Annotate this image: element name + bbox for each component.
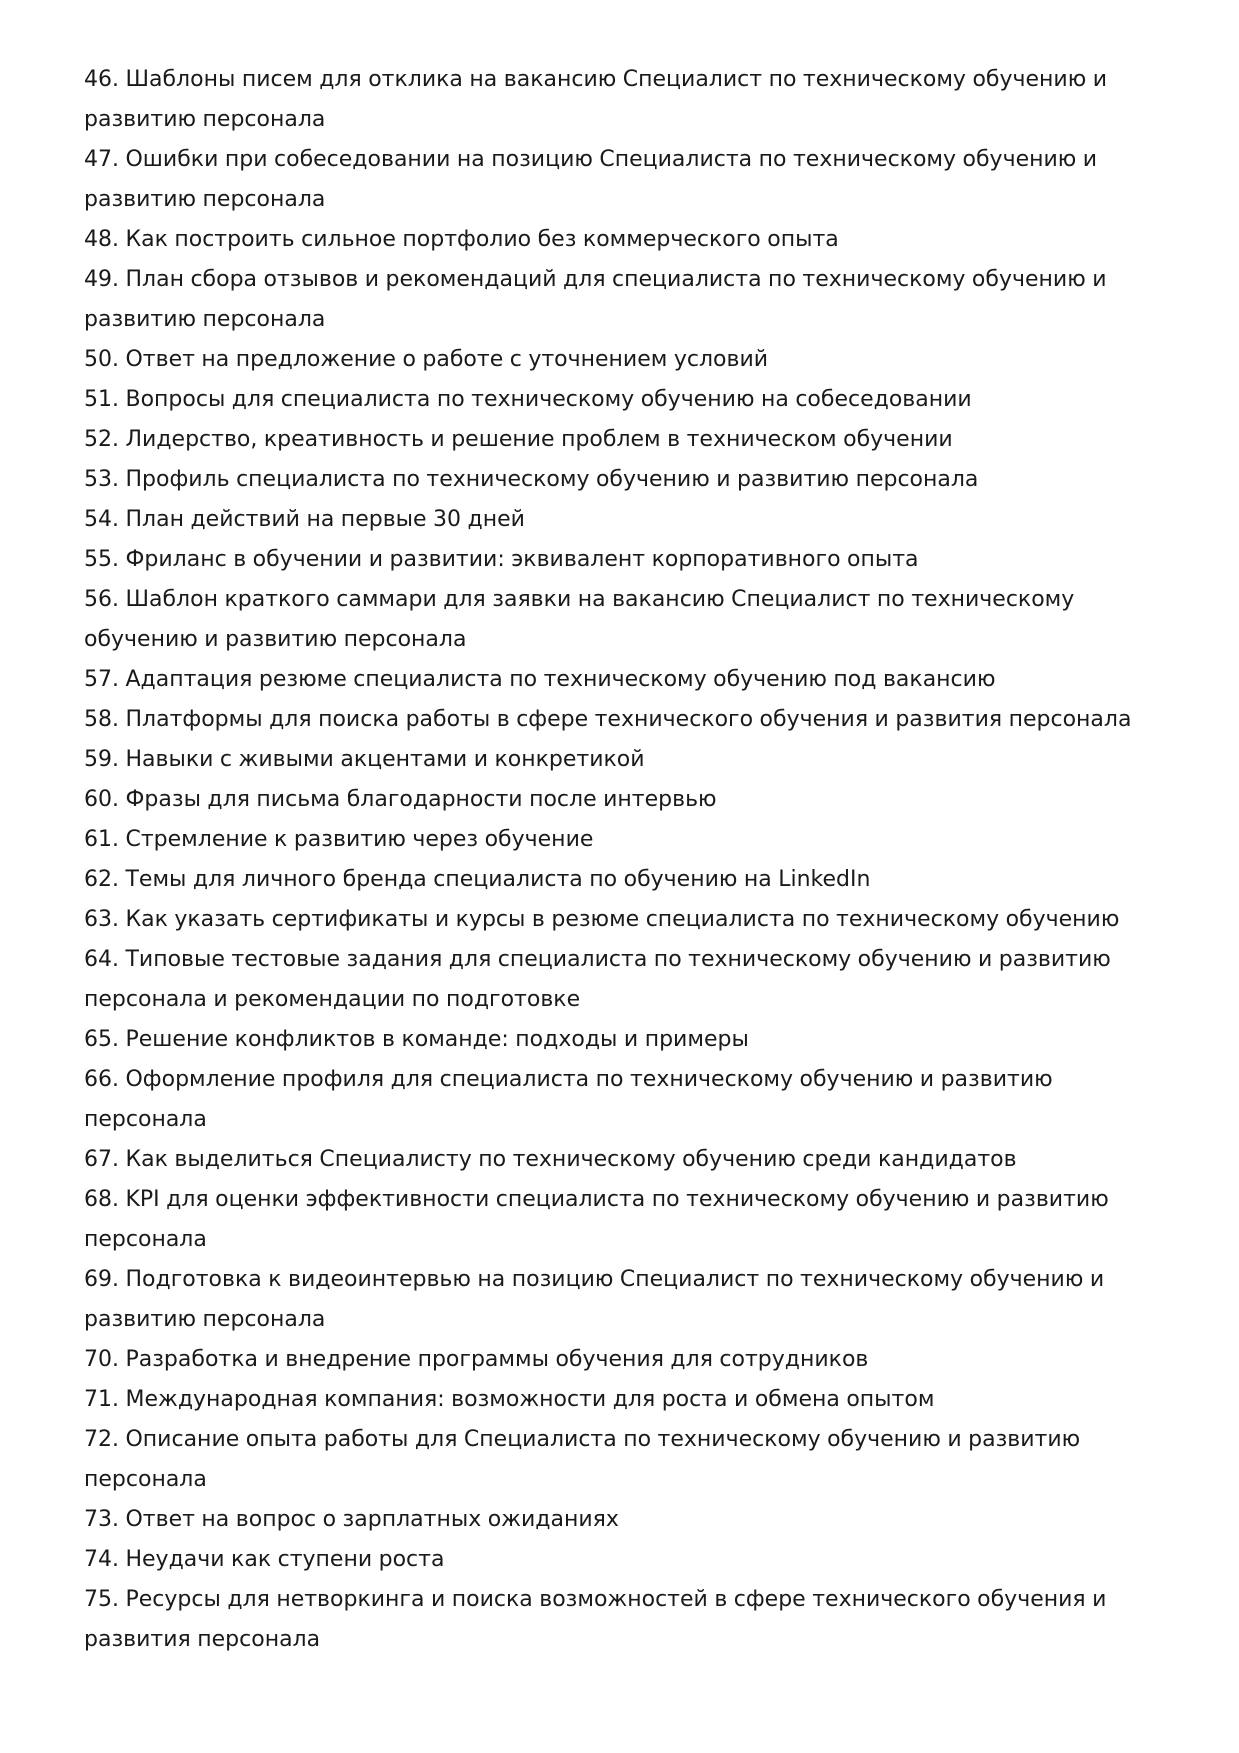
list-item: 74. Неудачи как ступени роста [84,1547,445,1572]
list-item: 71. Международная компания: возможности для роста и обмена опытом [84,1387,935,1412]
list-item: 67. Как выделиться Специалисту по техническому обучению среди кандидатов [84,1147,1017,1172]
list-item: 73. Ответ на вопрос о зарплатных ожиданиях [84,1507,619,1532]
list-item: 69. Подготовка к видеоинтервью на позицию Специалист по техническому обучению и развитию персонала [84,1267,1105,1332]
list-item: 46. Шаблоны писем для отклика на вакансию Специалист по техническому обучению и развитию персонала [84,67,1108,132]
list-item: 53. Профиль специалиста по техническому обучению и развитию персонала [84,467,979,492]
list-item: 56. Шаблон краткого саммари для заявки на вакансию Специалист по техническому обучению и развитию персонала [84,587,1075,652]
list-item: 52. Лидерство, креативность и решение проблем в техническом обучении [84,427,953,452]
list-item: 48. Как построить сильное портфолио без коммерческого опыта [84,227,839,252]
document-page [84,60,1174,1660]
list-item: 68. KPI для оценки эффективности специалиста по техническому обучению и развитию персонала [84,1187,1109,1252]
list-item: 51. Вопросы для специалиста по техническому обучению на собеседовании [84,387,972,412]
list-item: 57. Адаптация резюме специалиста по техническому обучению под вакансию [84,667,996,692]
list-item: 50. Ответ на предложение о работе с уточнением условий [84,347,769,372]
list-item: 66. Оформление профиля для специалиста по техническому обучению и развитию персонала [84,1067,1053,1132]
list-item: 55. Фриланс в обучении и развитии: эквивалент корпоративного опыта [84,547,919,572]
list-item: 61. Стремление к развитию через обучение [84,827,594,852]
list-item: 62. Темы для личного бренда специалиста по обучению на LinkedIn [84,867,871,892]
list-item: 60. Фразы для письма благодарности после интервью [84,787,717,812]
list-item: 49. План сбора отзывов и рекомендаций для специалиста по техническому обучению и развитию персонала [84,267,1107,332]
list-item: 64. Типовые тестовые задания для специалиста по техническому обучению и развитию персонала и рекомендации по подготовке [84,947,1111,1012]
list-item: 75. Ресурсы для нетворкинга и поиска возможностей в сфере технического обучения и развития персонала [84,1587,1107,1652]
list-item: 59. Навыки с живыми акцентами и конкретикой [84,747,645,772]
list-item: 54. План действий на первые 30 дней [84,507,525,532]
list-item: 70. Разработка и внедрение программы обучения для сотрудников [84,1347,869,1372]
list-item: 47. Ошибки при собеседовании на позицию Специалиста по техническому обучению и развитию персонала [84,147,1098,212]
list-item: 58. Платформы для поиска работы в сфере технического обучения и развития персонала [84,707,1132,732]
list-item: 63. Как указать сертификаты и курсы в резюме специалиста по техническому обучению [84,907,1120,932]
list-item: 65. Решение конфликтов в команде: подходы и примеры [84,1027,749,1052]
list-item: 72. Описание опыта работы для Специалиста по техническому обучению и развитию персонала [84,1427,1081,1492]
